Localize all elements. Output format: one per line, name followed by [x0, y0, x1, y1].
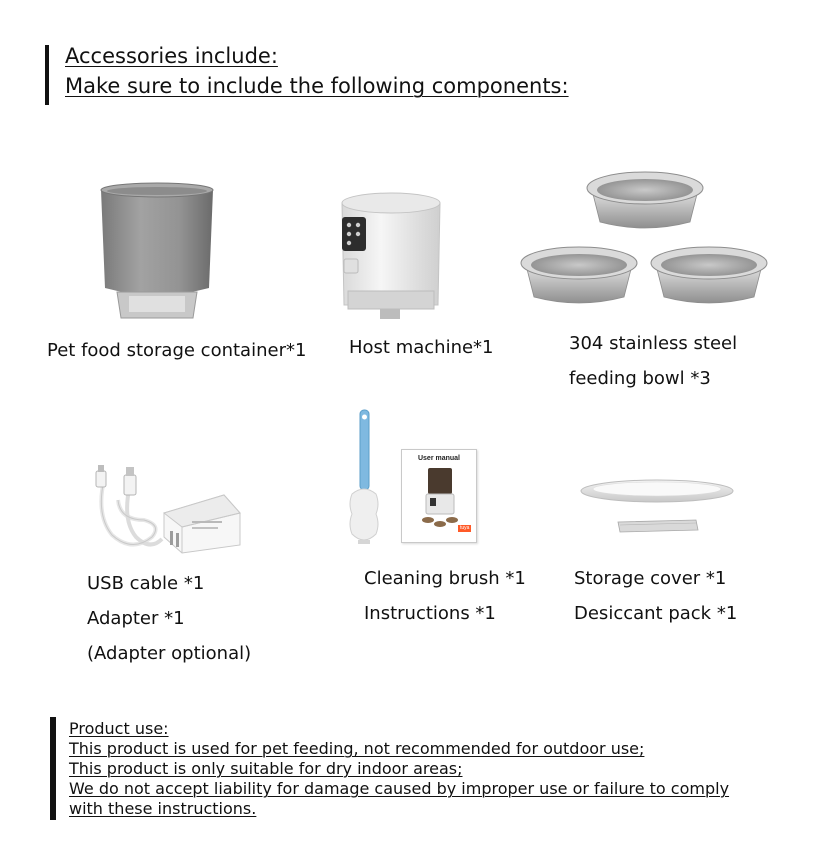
- product-use-line: We do not accept liability for damage caused by improper use or failure to comply: [69, 779, 730, 798]
- header-accent-bar: [45, 45, 49, 105]
- host-machine-image: [338, 185, 448, 325]
- bowls-label-line2: feeding bowl *3: [569, 368, 711, 389]
- user-manual-booklet: [401, 449, 477, 543]
- usb-cable-label: USB cable *1: [87, 573, 205, 594]
- desiccant-pack-label: Desiccant pack *1: [574, 603, 738, 624]
- tuya-badge: tuya: [460, 525, 470, 531]
- cleaning-brush-image: [346, 408, 386, 548]
- steel-bowls-image: [518, 165, 773, 315]
- instructions-label: Instructions *1: [364, 603, 496, 624]
- header-subtitle: Make sure to include the following components:: [65, 74, 569, 98]
- storage-container-image: [95, 180, 225, 325]
- storage-cover-desiccant-image: [580, 475, 740, 540]
- storage-cover-label: Storage cover *1: [574, 568, 727, 589]
- header-title: Accessories include:: [65, 44, 278, 68]
- product-use-heading: Product use:: [69, 719, 169, 738]
- adapter-optional-label: (Adapter optional): [87, 643, 252, 664]
- manual-feeder-illustration: [422, 466, 458, 530]
- container-label: Pet food storage container*1: [47, 340, 307, 361]
- user-manual-title: User manual: [417, 455, 461, 462]
- usb-cable-adapter-image: [92, 465, 247, 555]
- product-use-line: with these instructions.: [69, 799, 257, 818]
- adapter-label: Adapter *1: [87, 608, 185, 629]
- footer-accent-bar: [50, 717, 56, 820]
- product-use-line: This product is used for pet feeding, not recommended for outdoor use;: [69, 739, 645, 758]
- cleaning-brush-label: Cleaning brush *1: [364, 568, 526, 589]
- host-machine-label: Host machine*1: [349, 337, 494, 358]
- bowls-label-line1: 304 stainless steel: [569, 333, 738, 354]
- product-use-line: This product is only suitable for dry indoor areas;: [69, 759, 463, 778]
